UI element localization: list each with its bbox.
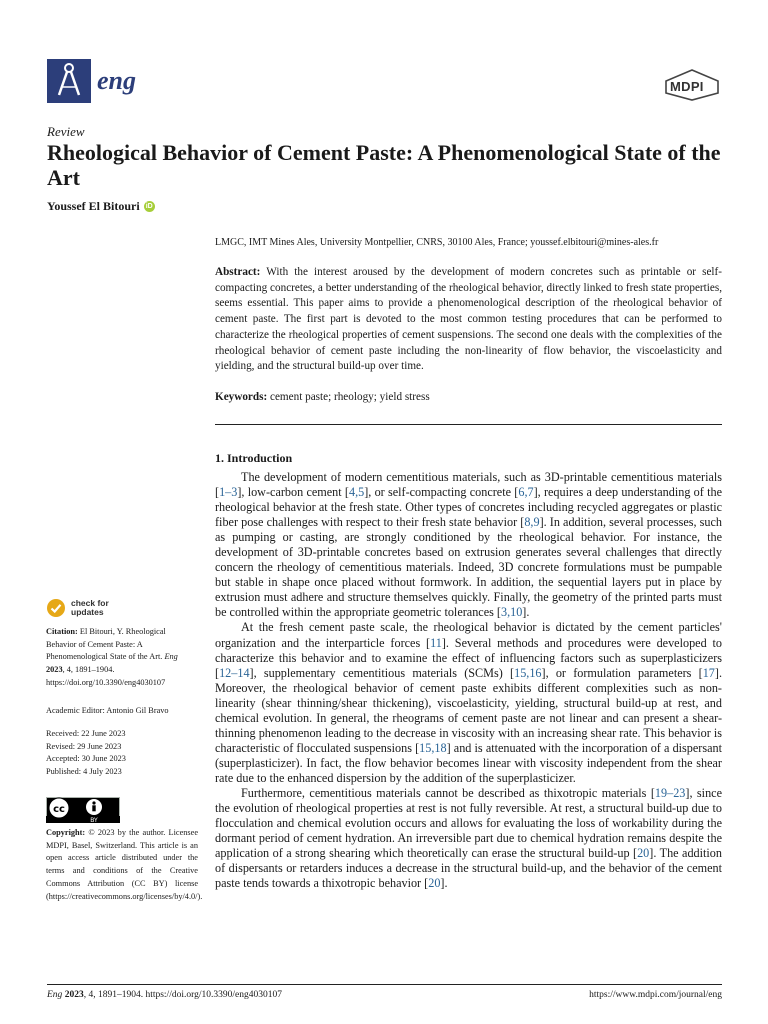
- check-updates-line2: updates: [71, 607, 104, 617]
- article-title: Rheological Behavior of Cement Paste: A Phenomenological State of the Art: [47, 140, 721, 190]
- publication-dates: [46, 728, 198, 779]
- reference-link[interactable]: 17: [702, 665, 715, 680]
- footer-journal-url[interactable]: https://www.mdpi.com/journal/eng: [589, 990, 722, 1000]
- reference-link[interactable]: 4,5: [348, 485, 365, 500]
- journal-name: eng: [97, 66, 136, 95]
- compass-icon: [47, 59, 91, 103]
- reference-link[interactable]: 1–3: [219, 485, 238, 500]
- footer-citation: [47, 990, 282, 1000]
- reference-link[interactable]: 15,18: [419, 740, 447, 755]
- accepted-date: Accepted: 30 June 2023: [46, 754, 126, 764]
- paragraph-3: Furthermore, cementitious materials cannot be described as thixotropic materials [19–23], since the evolution of rheological properties at rest is not fully reversible. At rest, a structural build-up due to flocculation and chemical evolution occurs and allows for evaluating the loss of workability during the dormant period of cement hydration. An irreversible part due to chemical hydration remains despite the application of a strong shearing which theoretically can erase the structural build-up [20]. The addition of dispersants or retarders induces a decrease in the structural build-up, and the behavior of the cement paste tends towards a thixotropic behavior [20].: [215, 785, 722, 891]
- citation-journal: Eng: [164, 652, 178, 662]
- copyright-block: [46, 827, 203, 903]
- author-line: [47, 199, 155, 214]
- keywords: [215, 391, 430, 403]
- citation-year: 2023: [46, 665, 63, 675]
- footer-divider: [47, 984, 722, 985]
- reference-link[interactable]: 11: [430, 635, 442, 650]
- revised-date: Revised: 29 June 2023: [46, 741, 122, 751]
- reference-link[interactable]: 20: [428, 876, 441, 891]
- paragraph-2: At the fresh cement paste scale, the rheological behavior is dictated by the cement particles' organization and the interparticle forces [11]. Several methods and procedures were developed to characterize this behavior and to examine the effect of influencing factors such as superplasticizers [12–14], supplementary cementitious materials (SCMs) [15,16], or formulation parameters [17]. Moreover, the rheological behavior of cement paste exhibits different complexities such as non-linearity (shear thinning/shear thickening), viscoelasticity, yielding, structural build-up at rest, and chemical evolution. In general, the rheograms of cement paste are not linear and can present a shear-thinning phenomenon leading to the decrease in viscosity with an increasing shear rate. This behavior is characteristic of flocculated suspensions [15,18] and is attenuated with the incorporation of a dispersant (superplasticizer). In fact, the flow behavior becomes linear with viscosity independent from the shear rate due to the enhanced dispersion by the addition of the superplasticizer.: [215, 620, 722, 785]
- affiliation: LMGC, IMT Mines Ales, University Montpellier, CNRS, 30100 Ales, France; youssef.elbitouri@mines-ales.fr: [215, 237, 659, 248]
- citation-text: El Bitouri, Y. Rheological Behavior of Cement Paste: A Phenomenological State of the Art.: [46, 627, 166, 662]
- orcid-icon[interactable]: iD: [145, 203, 153, 210]
- check-updates-line1: check for: [71, 598, 109, 608]
- author-name: Youssef El Bitouri: [47, 199, 140, 213]
- cc-by-license-icon[interactable]: [46, 797, 120, 823]
- received-date: Received: 22 June 2023: [46, 729, 126, 738]
- article-type: Review: [47, 124, 85, 139]
- footer-doi[interactable]: , 4, 1891–1904. https://doi.org/10.3390/eng4030107: [83, 990, 282, 1000]
- abstract: [215, 265, 722, 375]
- check-updates-icon: [46, 598, 66, 618]
- divider: [215, 424, 722, 425]
- journal-logo: [47, 59, 91, 103]
- footer-year: 2023: [64, 990, 84, 1000]
- keywords-label: Keywords:: [215, 391, 268, 403]
- published-date: Published: 4 July 2023: [46, 767, 122, 777]
- reference-link[interactable]: 6,7: [518, 485, 534, 500]
- cc-by-label: BY: [90, 817, 98, 823]
- intro-body: [215, 470, 722, 891]
- publisher-logo-text: MDPI: [670, 79, 704, 94]
- citation-label: Citation:: [46, 627, 78, 636]
- abstract-text: With the interest aroused by the development of modern concretes such as printable or self-compacting concretes, a better understanding of the rheological behavior, directly linked to fresh state properties, seems essential. This paper aims to provide a phenomenological description of the rheological behavior of cement paste. The first part is devoted to the most common testing procedures that can be performed to characterize the rheological properties of cement suspensions. The second one deals with the complexities of the rheological behavior of cement paste including the non-linearity of flow behavior, the viscoelasticity and yielding, and the structural build-up over time.: [215, 266, 722, 373]
- section-heading: 1. Introduction: [215, 451, 293, 465]
- reference-link[interactable]: 19–23: [654, 785, 686, 800]
- citation-volume[interactable]: , 4, 1891–1904. https://doi.org/10.3390/eng4030107: [46, 665, 166, 687]
- paragraph-1: The development of modern cementitious materials, such as 3D-printable cementitious materials [1–3], low-carbon cement [4,5], or self-compacting concrete [6,7], requires a deep understanding of the rheological behavior at the fresh state. Other types of concretes including recycled aggregates or plastic fiber pose challenges with respect to their fresh state behavior [8,9]. In addition, several processes, such as pumping or casting, are strongly conditioned by the rheological behavior. For instance, the development of 3D-printable concretes based on extrusion generates several challenges that directly concern the rheology of cementitious materials. Indeed, 3D concrete formulations must be pumpable but stable in shape once placed without formwork. In addition, the sequential layers put in place by extrusion must adhere and structure themselves quickly. Finally, the geometry of the printed parts must be controlled within the appropriate geometric tolerances [3,10].: [215, 470, 722, 620]
- copyright-text: © 2023 by the author. Licensee MDPI, Basel, Switzerland. This article is an open access article distributed under the terms and conditions of the Creative Commons Attribution (CC BY) license (https://creativecommons.org/licenses/by/4.0/).: [46, 828, 203, 901]
- citation-block: [46, 626, 198, 690]
- footer-journal: Eng: [47, 990, 63, 1000]
- reference-link[interactable]: 3,10: [500, 605, 523, 620]
- reference-link[interactable]: 12–14: [219, 665, 250, 680]
- reference-link[interactable]: 15,16: [514, 665, 542, 680]
- academic-editor: Academic Editor: Antonio Gil Bravo: [46, 706, 169, 715]
- abstract-label: Abstract:: [215, 266, 261, 278]
- svg-text:cc: cc: [53, 804, 65, 815]
- reference-link[interactable]: 8,9: [524, 515, 540, 530]
- reference-link[interactable]: 20: [637, 846, 650, 861]
- copyright-label: Copyright:: [46, 828, 86, 837]
- check-for-updates-button[interactable]: [46, 598, 109, 618]
- keywords-text: cement paste; rheology; yield stress: [270, 391, 430, 403]
